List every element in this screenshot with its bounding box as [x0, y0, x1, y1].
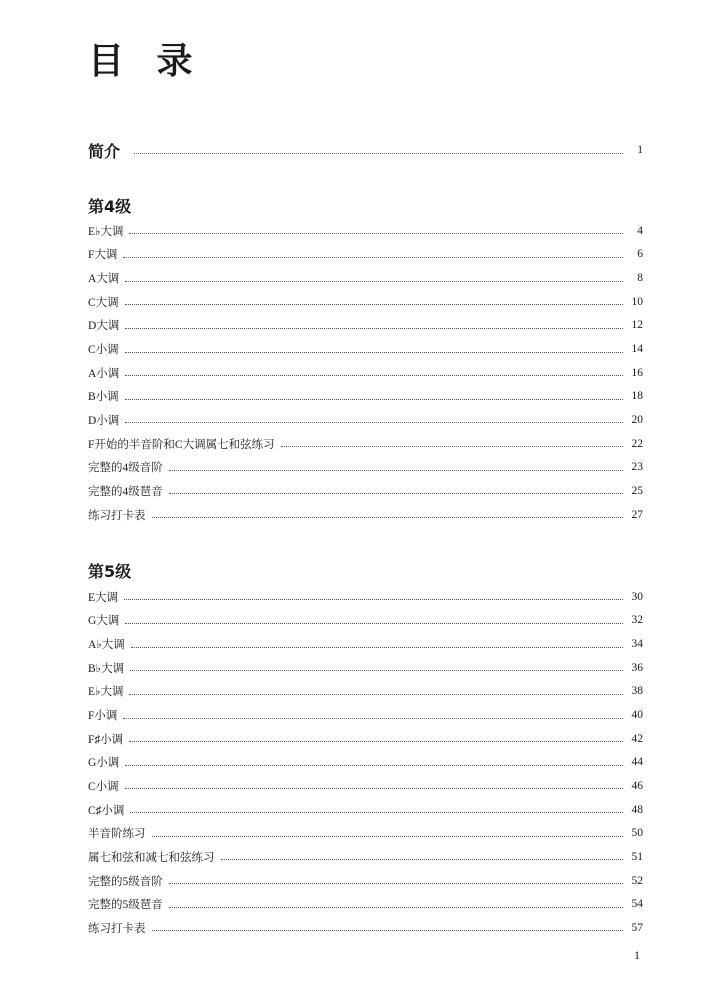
dot-leader	[125, 328, 623, 329]
toc-entry-page: 25	[631, 484, 643, 497]
toc-entry-label: C小调	[88, 780, 119, 793]
toc-entry[interactable]	[88, 432, 643, 456]
toc-entry-label: C♯小调	[88, 804, 125, 817]
dot-leader	[130, 812, 623, 813]
dot-leader	[125, 352, 623, 353]
toc-entry-page: 20	[631, 413, 643, 426]
toc-entry[interactable]	[88, 821, 643, 845]
dot-leader	[134, 153, 623, 154]
dot-leader	[169, 470, 623, 471]
toc-entry-label: D大调	[88, 320, 120, 333]
toc-entry[interactable]	[88, 680, 643, 704]
toc-entry-label: 完整的5级音阶	[88, 875, 163, 888]
dot-leader	[129, 694, 623, 695]
toc-entry-label: 完整的4级琶音	[88, 485, 163, 498]
toc-entry[interactable]	[88, 219, 643, 243]
toc-entry[interactable]	[88, 384, 643, 408]
toc-entry-page: 18	[631, 390, 643, 403]
toc-entry-page: 10	[631, 295, 643, 308]
dot-leader	[130, 670, 623, 671]
section-heading-level-5: 第5级	[88, 562, 132, 581]
dot-leader	[131, 647, 623, 648]
toc-entry-page: 34	[631, 638, 643, 651]
dot-leader	[125, 304, 623, 305]
toc-entry-page: 30	[631, 590, 643, 603]
toc-entry-page: 27	[631, 508, 643, 521]
dot-leader	[123, 257, 623, 258]
toc-entry-label: A小调	[88, 367, 120, 380]
toc-entry-label: C大调	[88, 296, 119, 309]
toc-entry-page: 57	[631, 921, 643, 934]
dot-leader	[125, 788, 623, 789]
toc-entry[interactable]	[88, 585, 643, 609]
toc-entry[interactable]	[88, 727, 643, 751]
toc-entry-label: A♭大调	[88, 639, 125, 652]
dot-leader	[169, 907, 623, 908]
dot-leader	[169, 493, 623, 494]
toc-entry-page: 51	[631, 850, 643, 863]
toc-entry-label: 完整的5级琶音	[88, 899, 163, 912]
toc-entry[interactable]	[88, 845, 643, 869]
toc-entry[interactable]	[88, 916, 643, 940]
toc-entry-label: F♯小调	[88, 733, 124, 746]
toc-entry-page: 50	[631, 827, 643, 840]
toc-entry[interactable]	[88, 408, 643, 432]
toc-entry-label: E大调	[88, 591, 119, 604]
toc-entry[interactable]	[88, 455, 643, 479]
toc-entry-label: G小调	[88, 757, 120, 770]
toc-entry[interactable]	[88, 609, 643, 633]
toc-entry-page: 38	[631, 685, 643, 698]
toc-entry-page: 16	[631, 366, 643, 379]
toc-entry-intro[interactable]	[88, 139, 643, 161]
toc-entry-label: F开始的半音阶和C大调属七和弦练习	[88, 438, 275, 451]
dot-leader	[281, 446, 623, 447]
toc-entry-page: 46	[631, 779, 643, 792]
toc-entry-page: 12	[631, 319, 643, 332]
dot-leader	[152, 517, 624, 518]
toc-entry-page: 52	[631, 874, 643, 887]
dot-leader	[125, 281, 623, 282]
toc-entry-page: 23	[631, 461, 643, 474]
toc-entry-label: 属七和弦和减七和弦练习	[88, 851, 215, 864]
toc-entry[interactable]	[88, 503, 643, 527]
dot-leader	[125, 422, 623, 423]
dot-leader	[152, 836, 624, 837]
toc-entry[interactable]	[88, 479, 643, 503]
toc-list-level-5	[88, 585, 643, 940]
toc-entry[interactable]	[88, 703, 643, 727]
toc-entry-label: G大调	[88, 615, 120, 628]
toc-entry[interactable]	[88, 798, 643, 822]
dot-leader	[152, 930, 624, 931]
toc-entry-page: 14	[631, 343, 643, 356]
toc-entry[interactable]	[88, 337, 643, 361]
toc-entry-page: 6	[637, 248, 643, 261]
toc-list-level-4	[88, 219, 643, 526]
section-heading-level-4: 第4级	[88, 197, 132, 216]
toc-entry[interactable]	[88, 750, 643, 774]
toc-entry[interactable]	[88, 632, 643, 656]
dot-leader	[129, 741, 623, 742]
toc-entry-page: 54	[631, 898, 643, 911]
dot-leader	[221, 859, 624, 860]
toc-entry-label: 练习打卡表	[88, 509, 146, 522]
dot-leader	[123, 718, 623, 719]
page-title: 目 录	[88, 41, 203, 82]
toc-entry[interactable]	[88, 656, 643, 680]
toc-entry-label: B小调	[88, 391, 119, 404]
toc-entry-label: C小调	[88, 344, 119, 357]
toc-entry[interactable]	[88, 266, 643, 290]
toc-entry-page: 8	[637, 272, 643, 285]
dot-leader	[125, 765, 623, 766]
toc-entry-page: 48	[631, 803, 643, 816]
dot-leader	[129, 233, 623, 234]
toc-entry-label: F大调	[88, 249, 118, 262]
toc-entry-label: A大调	[88, 273, 120, 286]
toc-entry[interactable]	[88, 774, 643, 798]
toc-entry-page: 36	[631, 661, 643, 674]
dot-leader	[169, 883, 623, 884]
toc-entry-page: 1	[637, 144, 643, 156]
toc-entry-label: E♭大调	[88, 225, 124, 238]
dot-leader	[125, 623, 623, 624]
toc-entry-label: E♭大调	[88, 686, 124, 699]
toc-entry-page: 44	[631, 756, 643, 769]
toc-entry[interactable]	[88, 361, 643, 385]
toc-entry-page: 22	[631, 437, 643, 450]
toc-entry-label: F小调	[88, 710, 118, 723]
toc-entry-label: B♭大调	[88, 662, 125, 675]
toc-entry-label: 完整的4级音阶	[88, 462, 163, 475]
toc-entry[interactable]	[88, 892, 643, 916]
toc-entry-page: 40	[631, 709, 643, 722]
dot-leader	[125, 399, 623, 400]
toc-entry-label: 练习打卡表	[88, 922, 146, 935]
toc-entry-page: 42	[631, 732, 643, 745]
toc-entry[interactable]	[88, 243, 643, 267]
toc-entry[interactable]	[88, 290, 643, 314]
toc-entry-label: 半音阶练习	[88, 828, 146, 841]
toc-entry-label: D小调	[88, 414, 120, 427]
dot-leader	[125, 375, 623, 376]
toc-entry-label: 简介	[88, 141, 121, 161]
toc-entry-page: 32	[631, 614, 643, 627]
dot-leader	[124, 599, 623, 600]
page-number: 1	[634, 948, 640, 962]
toc-entry[interactable]	[88, 869, 643, 893]
toc-entry[interactable]	[88, 314, 643, 338]
toc-entry-page: 4	[637, 224, 643, 237]
